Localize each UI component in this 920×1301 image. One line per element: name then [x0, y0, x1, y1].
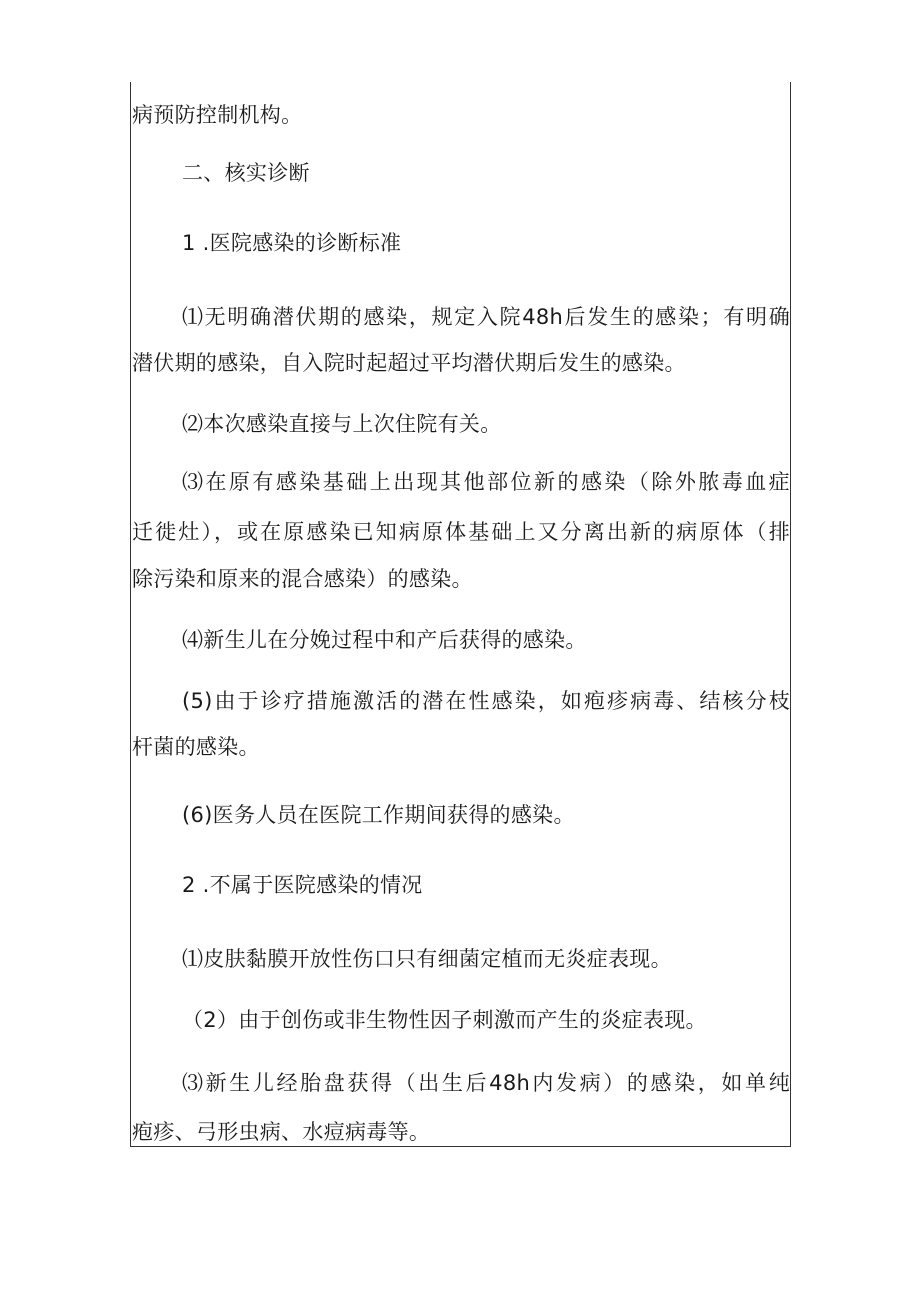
text-line: 潜伏期的感染，自入院时起超过平均潜伏期后发生的感染。: [132, 351, 686, 375]
text-line: ⑷新生儿在分娩过程中和产后获得的感染。: [182, 628, 587, 652]
section-heading: 二、核实诊断: [182, 161, 310, 185]
text-line: (5)由于诊疗措施激活的潜在性感染，如疱疹病毒、结核分枝: [182, 689, 790, 713]
text-line: （2）由于创伤或非生物性因子刺激而产生的炎症表现。: [182, 1008, 707, 1032]
text-line: 杆菌的感染。: [132, 735, 260, 759]
text-line: 病预防控制机构。: [132, 103, 303, 127]
subsection-heading: 2 .不属于医院感染的情况: [182, 873, 423, 897]
subsection-heading: 1 .医院感染的诊断标准: [182, 231, 402, 255]
text-line: ⑵本次感染直接与上次住院有关。: [182, 412, 502, 436]
text-line: ⑶在原有感染基础上出现其他部位新的感染（除外脓毒血症: [182, 470, 790, 494]
text-line: 除污染和原来的混合感染）的感染。: [132, 567, 473, 591]
text-line: ⑶新生儿经胎盘获得（出生后48h内发病）的感染，如单纯: [182, 1071, 790, 1095]
text-line: (6)医务人员在医院工作期间获得的感染。: [182, 803, 575, 827]
text-line: 疱疹、弓形虫病、水痘病毒等。: [132, 1120, 431, 1144]
text-line: ⑴皮肤黏膜开放性伤口只有细菌定植而无炎症表现。: [182, 947, 672, 971]
text-line: 迁徙灶），或在原感染已知病原体基础上又分离出新的病原体（排: [132, 520, 790, 544]
text-line: ⑴无明确潜伏期的感染，规定入院48h后发生的感染；有明确: [182, 305, 790, 329]
